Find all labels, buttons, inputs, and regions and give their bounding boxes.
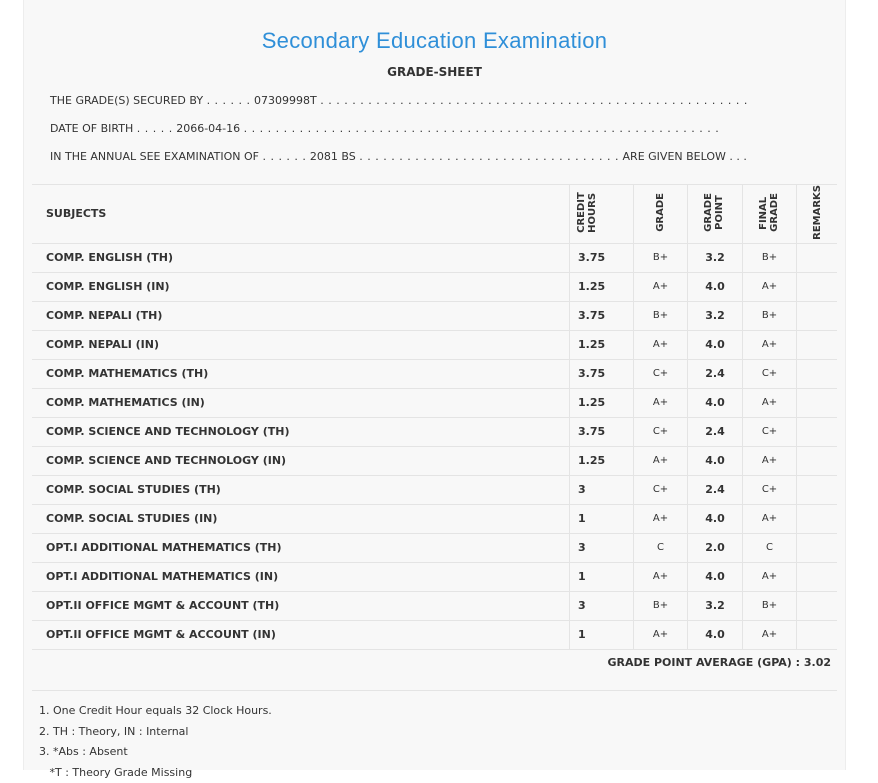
credit-hours-cell: 3.75 (570, 301, 634, 330)
header-grade-point: GRADE POINT (703, 184, 727, 242)
table-row (32, 620, 837, 649)
final-grade-cell: C (743, 533, 797, 562)
notes (39, 701, 272, 783)
credit-hours-cell: 1.25 (570, 446, 634, 475)
subject-cell: COMP. SOCIAL STUDIES (IN) (32, 504, 570, 533)
final-grade-cell: B+ (743, 243, 797, 272)
final-grade-cell: B+ (743, 301, 797, 330)
remarks-cell (797, 446, 838, 475)
table-row (32, 475, 837, 504)
grade-point-cell: 4.0 (688, 330, 743, 359)
final-grade-cell: A+ (743, 330, 797, 359)
info-secured-by-line (50, 94, 748, 107)
leader-dots: . . . . . . . . . . . . . . . . . . . . . . . . . . . . . . . . . . . . . . . . . . . . . . . . . . . . . . (320, 94, 748, 107)
subject-cell: COMP. ENGLISH (IN) (32, 272, 570, 301)
final-grade-cell: A+ (743, 388, 797, 417)
credit-hours-cell: 1 (570, 562, 634, 591)
exam-year: 2081 BS (310, 150, 356, 163)
header-grade: GRADE (655, 193, 666, 232)
remarks-cell (797, 330, 838, 359)
remarks-cell (797, 533, 838, 562)
leader-dots: . . . . . . . . . . . . . . . . . . . . . . . . . . . . . . . . . . . . . . . . . . . . . . . . . . . . . . . . . . . . (244, 122, 720, 135)
remarks-cell (797, 620, 838, 649)
credit-hours-cell: 1.25 (570, 272, 634, 301)
subject-cell: COMP. SOCIAL STUDIES (TH) (32, 475, 570, 504)
header-credit-hours-cell (570, 185, 634, 244)
credit-hours-cell: 1.25 (570, 330, 634, 359)
header-grade-cell (634, 185, 688, 244)
credit-hours-cell: 3.75 (570, 359, 634, 388)
remarks-cell (797, 388, 838, 417)
grade-cell: B+ (634, 591, 688, 620)
table-row (32, 243, 837, 272)
credit-hours-cell: 1.25 (570, 388, 634, 417)
note-item: 2. TH : Theory, IN : Internal (39, 722, 272, 743)
leader-dots: . . . . . (137, 122, 173, 135)
subject-cell: COMP. SCIENCE AND TECHNOLOGY (IN) (32, 446, 570, 475)
subject-cell: COMP. MATHEMATICS (TH) (32, 359, 570, 388)
final-grade-cell: C+ (743, 359, 797, 388)
grade-cell: A+ (634, 562, 688, 591)
grade-point-cell: 2.4 (688, 475, 743, 504)
grade-point-cell: 4.0 (688, 504, 743, 533)
grades-header-row (32, 185, 837, 244)
table-row (32, 446, 837, 475)
table-row (32, 533, 837, 562)
gpa-label: GRADE POINT AVERAGE (GPA) : (607, 656, 800, 669)
final-grade-cell: A+ (743, 620, 797, 649)
remarks-cell (797, 504, 838, 533)
subject-cell: COMP. MATHEMATICS (IN) (32, 388, 570, 417)
info-exam-line (50, 150, 747, 163)
grades-table (32, 184, 837, 650)
exam-title: Secondary Education Examination (24, 28, 845, 54)
subject-cell: COMP. SCIENCE AND TECHNOLOGY (TH) (32, 417, 570, 446)
grade-cell: A+ (634, 272, 688, 301)
grade-point-cell: 4.0 (688, 272, 743, 301)
note-item: 3. *Abs : Absent (39, 742, 272, 763)
grade-point-cell: 4.0 (688, 388, 743, 417)
grade-point-cell: 3.2 (688, 591, 743, 620)
final-grade-cell: A+ (743, 504, 797, 533)
grade-point-cell: 2.0 (688, 533, 743, 562)
grade-cell: C+ (634, 359, 688, 388)
final-grade-cell: B+ (743, 591, 797, 620)
header-final-grade: FINAL GRADE (758, 184, 782, 242)
grade-cell: C (634, 533, 688, 562)
symbol-number: 07309998T (254, 94, 317, 107)
dob-label: DATE OF BIRTH (50, 122, 133, 135)
grade-point-cell: 4.0 (688, 620, 743, 649)
grade-cell: B+ (634, 243, 688, 272)
secured-by-label: THE GRADE(S) SECURED BY (50, 94, 203, 107)
remarks-cell (797, 301, 838, 330)
grade-cell: C+ (634, 417, 688, 446)
final-grade-cell: C+ (743, 417, 797, 446)
dob-value: 2066-04-16 (176, 122, 240, 135)
remarks-cell (797, 417, 838, 446)
sheet-title: GRADE-SHEET (24, 65, 845, 79)
grade-point-cell: 2.4 (688, 417, 743, 446)
credit-hours-cell: 1 (570, 620, 634, 649)
subject-cell: COMP. NEPALI (TH) (32, 301, 570, 330)
header-credit-hours: CREDIT HOURS (576, 184, 600, 242)
gpa-summary (607, 656, 831, 669)
table-row (32, 330, 837, 359)
table-row (32, 504, 837, 533)
grade-cell: A+ (634, 388, 688, 417)
remarks-cell (797, 243, 838, 272)
leader-dots: . . . . . . (262, 150, 306, 163)
exam-suffix: ARE GIVEN BELOW . . . (623, 150, 747, 163)
grade-sheet (23, 0, 846, 770)
leader-dots: . . . . . . . . . . . . . . . . . . . . . . . . . . . . . . . . . (359, 150, 619, 163)
table-row (32, 591, 837, 620)
subject-cell: OPT.II OFFICE MGMT & ACCOUNT (IN) (32, 620, 570, 649)
grade-cell: C+ (634, 475, 688, 504)
credit-hours-cell: 3 (570, 533, 634, 562)
subject-cell: COMP. ENGLISH (TH) (32, 243, 570, 272)
grade-point-cell: 3.2 (688, 243, 743, 272)
credit-hours-cell: 3.75 (570, 417, 634, 446)
divider (32, 690, 837, 691)
grades-body (32, 243, 837, 649)
table-row (32, 562, 837, 591)
exam-label: IN THE ANNUAL SEE EXAMINATION OF (50, 150, 259, 163)
final-grade-cell: A+ (743, 272, 797, 301)
table-row (32, 417, 837, 446)
subject-cell: OPT.I ADDITIONAL MATHEMATICS (TH) (32, 533, 570, 562)
header-remarks: REMARKS (812, 185, 823, 240)
table-row (32, 388, 837, 417)
note-item: 1. One Credit Hour equals 32 Clock Hours. (39, 701, 272, 722)
info-dob-line (50, 122, 719, 135)
grade-cell: B+ (634, 301, 688, 330)
grade-cell: A+ (634, 504, 688, 533)
credit-hours-cell: 3 (570, 591, 634, 620)
subject-cell: COMP. NEPALI (IN) (32, 330, 570, 359)
credit-hours-cell: 3 (570, 475, 634, 504)
remarks-cell (797, 591, 838, 620)
header-grade-point-cell (688, 185, 743, 244)
table-row (32, 359, 837, 388)
final-grade-cell: A+ (743, 562, 797, 591)
header-remarks-cell (797, 185, 838, 244)
subject-cell: OPT.II OFFICE MGMT & ACCOUNT (TH) (32, 591, 570, 620)
gpa-value: 3.02 (804, 656, 831, 669)
header-subjects: SUBJECTS (32, 185, 570, 244)
grade-point-cell: 4.0 (688, 446, 743, 475)
table-row (32, 272, 837, 301)
grade-cell: A+ (634, 446, 688, 475)
credit-hours-cell: 1 (570, 504, 634, 533)
credit-hours-cell: 3.75 (570, 243, 634, 272)
note-item: *T : Theory Grade Missing (39, 763, 272, 783)
remarks-cell (797, 562, 838, 591)
grade-point-cell: 3.2 (688, 301, 743, 330)
grade-point-cell: 4.0 (688, 562, 743, 591)
remarks-cell (797, 475, 838, 504)
final-grade-cell: C+ (743, 475, 797, 504)
leader-dots: . . . . . . (207, 94, 251, 107)
remarks-cell (797, 272, 838, 301)
grade-point-cell: 2.4 (688, 359, 743, 388)
grade-cell: A+ (634, 620, 688, 649)
final-grade-cell: A+ (743, 446, 797, 475)
grade-cell: A+ (634, 330, 688, 359)
remarks-cell (797, 359, 838, 388)
subject-cell: OPT.I ADDITIONAL MATHEMATICS (IN) (32, 562, 570, 591)
table-row (32, 301, 837, 330)
header-final-grade-cell (743, 185, 797, 244)
